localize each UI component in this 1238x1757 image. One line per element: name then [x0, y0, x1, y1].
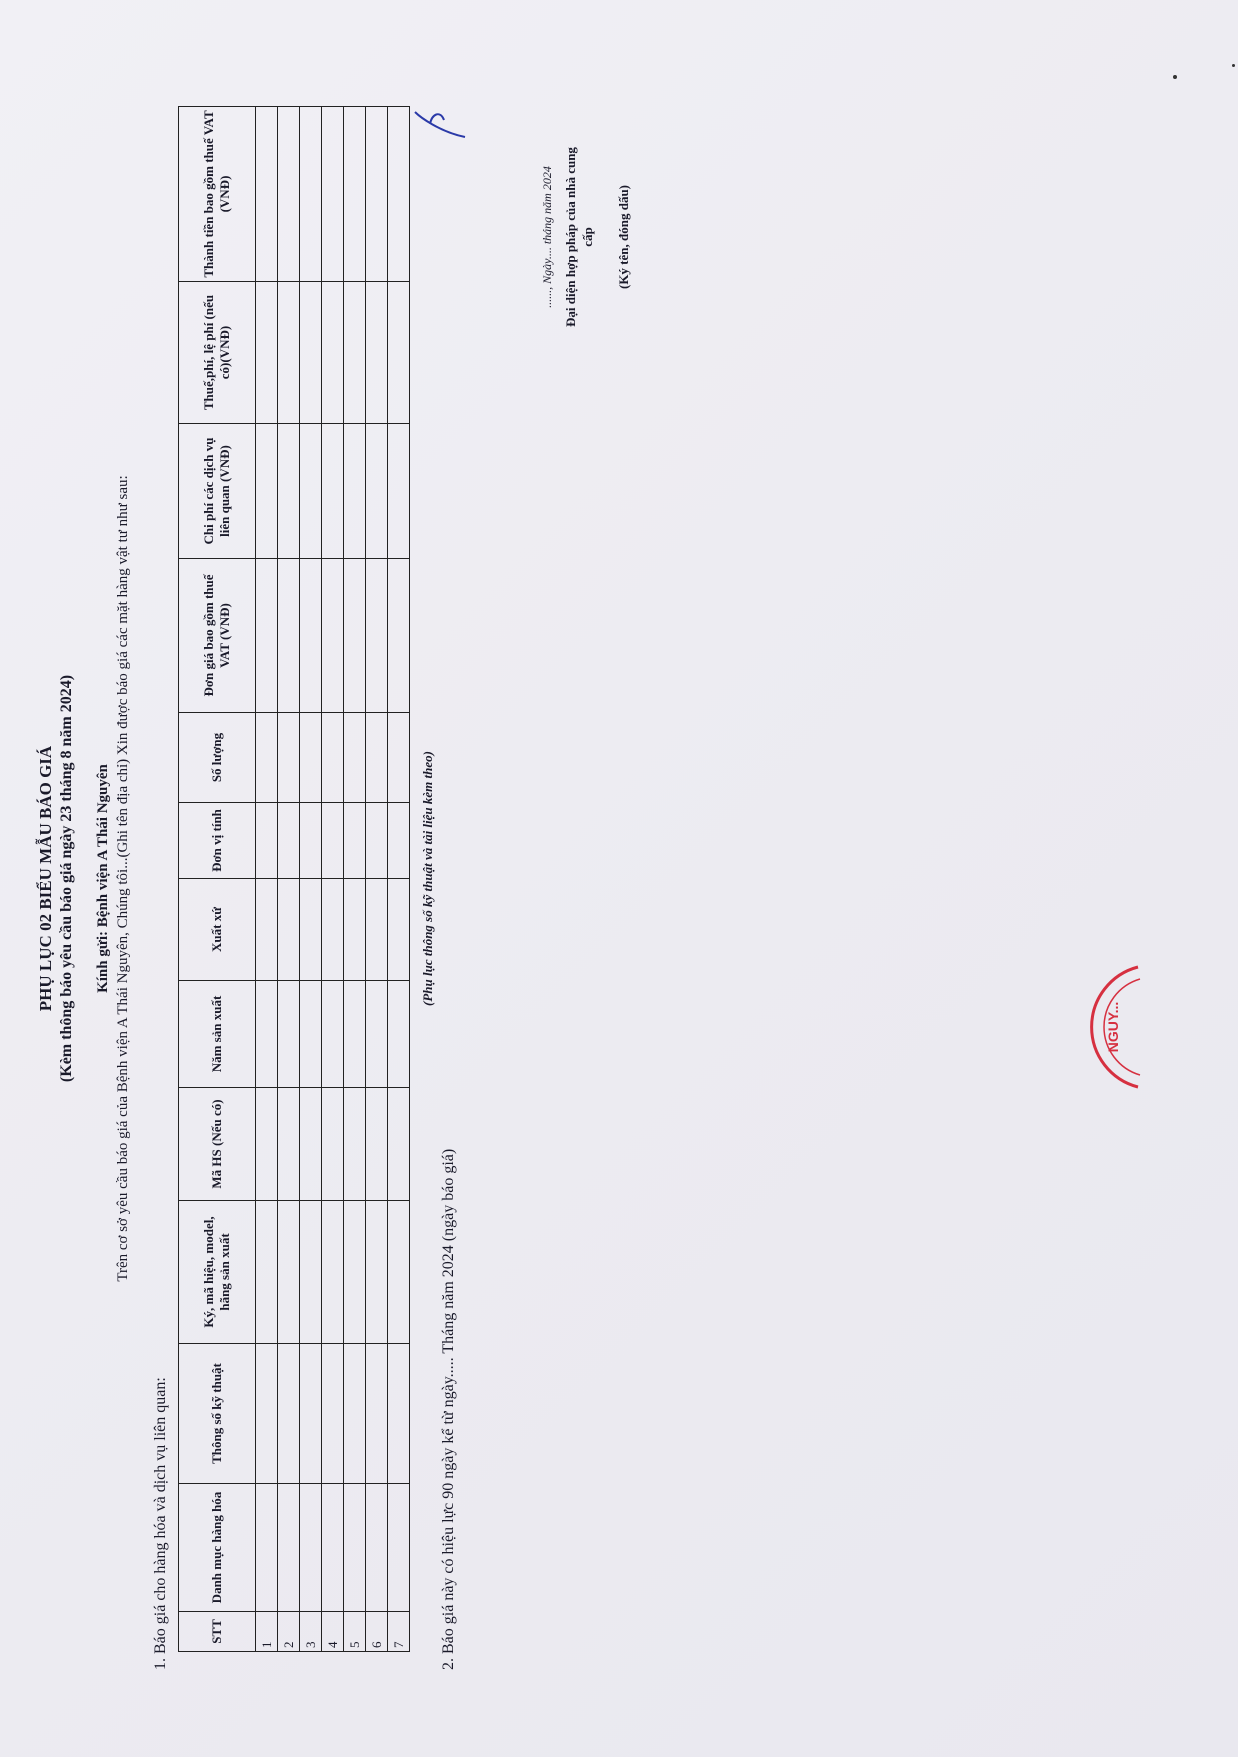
table-header-row	[179, 107, 256, 1652]
table-cell[interactable]	[322, 1201, 344, 1344]
column-header: Thông số kỹ thuật	[179, 1344, 256, 1484]
table-cell[interactable]	[344, 1484, 366, 1612]
table-cell[interactable]	[344, 107, 366, 282]
column-header: Ký, mã hiệu, model, hãng sản xuất	[179, 1201, 256, 1344]
table-cell[interactable]	[256, 1088, 278, 1201]
table-cell[interactable]	[388, 1088, 410, 1201]
red-stamp-icon	[1078, 957, 1148, 1097]
table-row	[344, 107, 366, 1652]
row-number-cell: 4	[322, 1612, 344, 1652]
table-cell[interactable]	[256, 1344, 278, 1484]
table-cell[interactable]	[366, 1088, 388, 1201]
table-cell[interactable]	[300, 107, 322, 282]
ink-dot	[1173, 75, 1177, 79]
table-cell[interactable]	[278, 1344, 300, 1484]
table-cell[interactable]	[388, 107, 410, 282]
row-number-cell: 5	[344, 1612, 366, 1652]
table-cell[interactable]	[256, 713, 278, 803]
table-cell[interactable]	[322, 1344, 344, 1484]
table-cell[interactable]	[322, 282, 344, 424]
table-cell[interactable]	[322, 803, 344, 879]
table-cell[interactable]	[388, 282, 410, 424]
signature-note: (Ký tên, đóng dấu)	[616, 184, 631, 290]
table-cell[interactable]	[322, 1484, 344, 1612]
pen-mark-icon	[410, 102, 470, 142]
table-cell[interactable]	[278, 282, 300, 424]
table-cell[interactable]	[344, 1088, 366, 1201]
column-header: STT	[179, 1612, 256, 1652]
table-cell[interactable]	[388, 981, 410, 1088]
table-cell[interactable]	[256, 981, 278, 1088]
column-header: Đơn giá bao gồm thuế VAT (VNĐ)	[179, 559, 256, 713]
table-cell[interactable]	[256, 803, 278, 879]
table-row	[322, 107, 344, 1652]
table-cell[interactable]	[256, 1484, 278, 1612]
table-cell[interactable]	[322, 559, 344, 713]
table-cell[interactable]	[322, 424, 344, 559]
column-header: Thành tiền bao gồm thuế VAT (VNĐ)	[179, 107, 256, 282]
column-header: Số lượng	[179, 713, 256, 803]
stamp-text: NGUY...	[1105, 1001, 1121, 1053]
table-cell[interactable]	[366, 713, 388, 803]
table-cell[interactable]	[366, 879, 388, 981]
table-cell[interactable]	[278, 879, 300, 981]
table-cell[interactable]	[366, 559, 388, 713]
signature-role: Đại diện hợp pháp của nhà cung cấp	[563, 147, 595, 327]
table-cell[interactable]	[388, 713, 410, 803]
table-cell[interactable]	[322, 107, 344, 282]
table-cell[interactable]	[278, 1201, 300, 1344]
table-cell[interactable]	[388, 879, 410, 981]
column-header: Mã HS (Nếu có)	[179, 1088, 256, 1201]
table-cell[interactable]	[300, 1088, 322, 1201]
table-cell[interactable]	[322, 879, 344, 981]
table-cell[interactable]	[366, 1484, 388, 1612]
table-cell[interactable]	[344, 713, 366, 803]
table-cell[interactable]	[278, 713, 300, 803]
table-cell[interactable]	[366, 981, 388, 1088]
table-cell[interactable]	[278, 1484, 300, 1612]
table-cell[interactable]	[366, 107, 388, 282]
table-cell[interactable]	[300, 713, 322, 803]
document-title: PHỤ LỤC 02 BIỂU MẪU BÁO GIÁ	[36, 745, 55, 1012]
table-cell[interactable]	[300, 1484, 322, 1612]
table-row	[300, 107, 322, 1652]
column-header: Danh mục hàng hóa	[179, 1484, 256, 1612]
table-cell[interactable]	[344, 1201, 366, 1344]
table-cell[interactable]	[366, 803, 388, 879]
row-number-cell: 1	[256, 1612, 278, 1652]
table-cell[interactable]	[366, 1201, 388, 1344]
column-header: Xuất xứ	[179, 879, 256, 981]
signature-date: ......, Ngày.... tháng năm 2024	[540, 166, 554, 308]
row-number-cell: 6	[366, 1612, 388, 1652]
table-cell[interactable]	[278, 424, 300, 559]
table-cell[interactable]	[278, 107, 300, 282]
table-cell[interactable]	[344, 981, 366, 1088]
table-row	[278, 107, 300, 1652]
table-row	[256, 107, 278, 1652]
row-number-cell: 2	[278, 1612, 300, 1652]
table-cell[interactable]	[344, 879, 366, 981]
table-cell[interactable]	[388, 1201, 410, 1344]
appendix-note: (Phụ lục thông số kỹ thuật và tài liệu kèm theo)	[420, 751, 435, 1006]
table-cell[interactable]	[344, 424, 366, 559]
table-cell[interactable]	[256, 1201, 278, 1344]
document-subtitle: (Kèm thông báo yêu cầu báo giá ngày 23 tháng 8 năm 2024)	[58, 674, 75, 1083]
table-cell[interactable]	[344, 282, 366, 424]
table-cell[interactable]	[300, 424, 322, 559]
table-cell[interactable]	[388, 1344, 410, 1484]
row-number-cell: 7	[388, 1612, 410, 1652]
column-header: Thuế,phí, lệ phí (nếu có)(VNĐ)	[179, 282, 256, 424]
table-cell[interactable]	[388, 559, 410, 713]
section-2-validity: 2. Báo giá này có hiệu lực 90 ngày kể từ ngày..... Tháng năm 2024 (ngày báo giá)	[440, 1148, 457, 1670]
table-cell[interactable]	[278, 981, 300, 1088]
quotation-table	[178, 106, 410, 1652]
table-cell[interactable]	[322, 981, 344, 1088]
table-cell[interactable]	[366, 282, 388, 424]
table-cell[interactable]	[300, 803, 322, 879]
table-cell[interactable]	[366, 1344, 388, 1484]
ink-dot	[1232, 64, 1235, 67]
table-cell[interactable]	[344, 1344, 366, 1484]
intro-paragraph: Trên cơ sở yêu cầu báo giá của Bệnh viện A Thái Nguyên, Chúng tôi...(Ghi tên địa chỉ) Xin được báo giá các mặt hàng vật tư như sau:	[115, 475, 131, 1282]
column-header: Năm sản xuất	[179, 981, 256, 1088]
table-cell[interactable]	[300, 1344, 322, 1484]
table-cell[interactable]	[256, 107, 278, 282]
table-cell[interactable]	[388, 1484, 410, 1612]
table-cell[interactable]	[300, 559, 322, 713]
table-cell[interactable]	[300, 1201, 322, 1344]
column-header: Đơn vị tính	[179, 803, 256, 879]
table-cell[interactable]	[256, 424, 278, 559]
table-cell[interactable]	[256, 282, 278, 424]
table-cell[interactable]	[278, 559, 300, 713]
table-cell[interactable]	[300, 981, 322, 1088]
table-cell[interactable]	[256, 879, 278, 981]
table-cell[interactable]	[300, 879, 322, 981]
table-cell[interactable]	[366, 424, 388, 559]
table-cell[interactable]	[278, 1088, 300, 1201]
table-cell[interactable]	[256, 559, 278, 713]
table-cell[interactable]	[278, 803, 300, 879]
table-cell[interactable]	[388, 424, 410, 559]
table-row	[388, 107, 410, 1652]
table-cell[interactable]	[344, 559, 366, 713]
section-1-heading: 1. Báo giá cho hàng hóa và dịch vụ liên quan:	[152, 1377, 169, 1670]
table-cell[interactable]	[322, 1088, 344, 1201]
table-cell[interactable]	[322, 713, 344, 803]
table-cell[interactable]	[344, 803, 366, 879]
table-cell[interactable]	[300, 282, 322, 424]
table-cell[interactable]	[388, 803, 410, 879]
column-header: Chi phí các dịch vụ liên quan (VNĐ)	[179, 424, 256, 559]
table-row	[366, 107, 388, 1652]
row-number-cell: 3	[300, 1612, 322, 1652]
recipient-line: Kính gửi: Bệnh viện A Thái Nguyên	[95, 764, 111, 993]
